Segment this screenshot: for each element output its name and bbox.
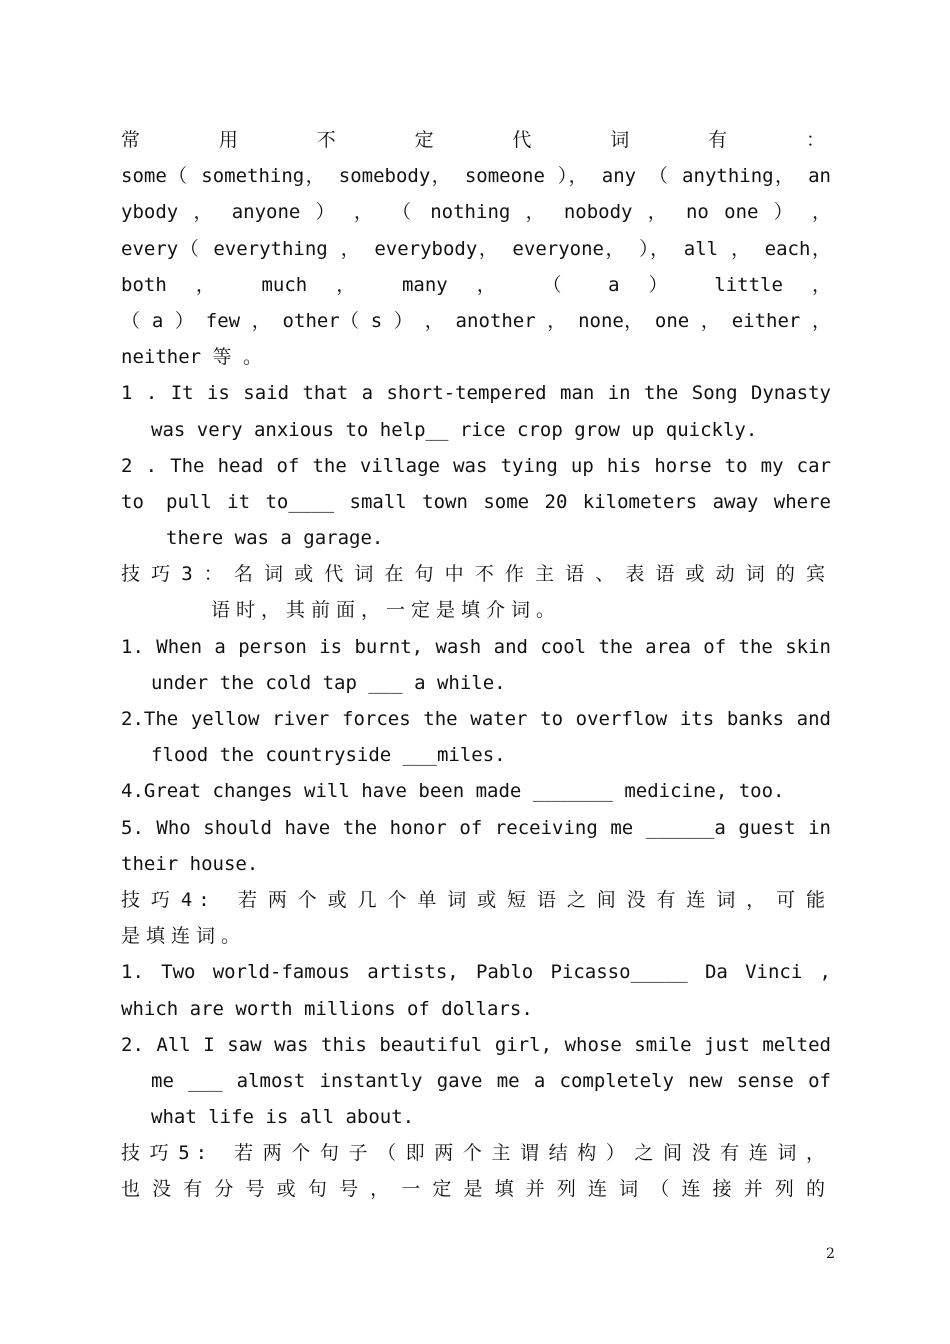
text-line: some（ something， somebody， someone ）， any （ anything， an (121, 165, 831, 188)
question-line: pull it to____ small town some 20 kilometers away where (166, 490, 831, 513)
page-number: 2 (826, 1246, 835, 1262)
text-line: neither 等 。 (121, 346, 262, 369)
question-line: was very anxious to help__ rice crop grow up quickly. (151, 418, 758, 441)
tip-heading: 技巧5: 若两个句子（即两个主谓结构）之间没有连词， (121, 1142, 831, 1165)
question-line: me ___ almost instantly gave me a completely new sense of (151, 1069, 831, 1092)
question-line: their house. (121, 852, 259, 875)
question-line: 2.The yellow river forces the water to overflow its banks and (121, 708, 831, 730)
question-line: 1 . It is said that a short-tempered man in the Song Dynasty (121, 382, 831, 405)
question-line: what life is all about. (151, 1106, 415, 1129)
question-line: 1. Two world-famous artists, Pablo Picasso_____ Da Vinci , (121, 961, 831, 984)
question-line: under the cold tap ___ a while. (151, 671, 506, 694)
question-line: 4.Great changes will have been made _______ medicine, too. (121, 780, 785, 803)
question-line: there was a garage. (166, 527, 384, 550)
text-line: （ a ） few ， other（ s ） ， another ， none， one ， either ， (121, 309, 831, 332)
tip-heading: 技巧4: 若两个或几个单词或短语之间没有连词，可能 (121, 888, 831, 911)
text-line: 常 用 不 定 代 词 有 ： (121, 129, 831, 151)
tip-heading: 语时，其前面，一定是填介词。 (211, 599, 562, 622)
tip-heading: 是填连词。 (121, 925, 247, 948)
text-line: ybody ， anyone ） ， （ nothing ， nobody ， no one ） ， (121, 201, 831, 224)
question-line: 1. When a person is burnt, wash and cool the area of the skin (121, 635, 831, 658)
question-line: flood the countryside ___miles. (151, 744, 506, 767)
tip-heading: 技巧3：名词或代词在句中不作主语、表语或动词的宾 (121, 563, 831, 586)
question-line: which are worth millions of dollars. (121, 997, 533, 1020)
question-line: 2 . The head of the village was tying up his horse to my car to (121, 454, 831, 513)
question-line: 2. All I saw was this beautiful girl, whose smile just melted (121, 1033, 831, 1056)
tip-heading: 也没有分号或句号，一定是填并列连词（连接并列的 (121, 1178, 831, 1201)
text-line: both ， much ， many ， （ a ） little ， (121, 273, 831, 296)
text-line: every（ everything ， everybody， everyone， ）， all ， each， (121, 237, 831, 260)
question-line: 5. Who should have the honor of receiving me ______a guest in (121, 816, 831, 839)
document-body (121, 122, 831, 1208)
